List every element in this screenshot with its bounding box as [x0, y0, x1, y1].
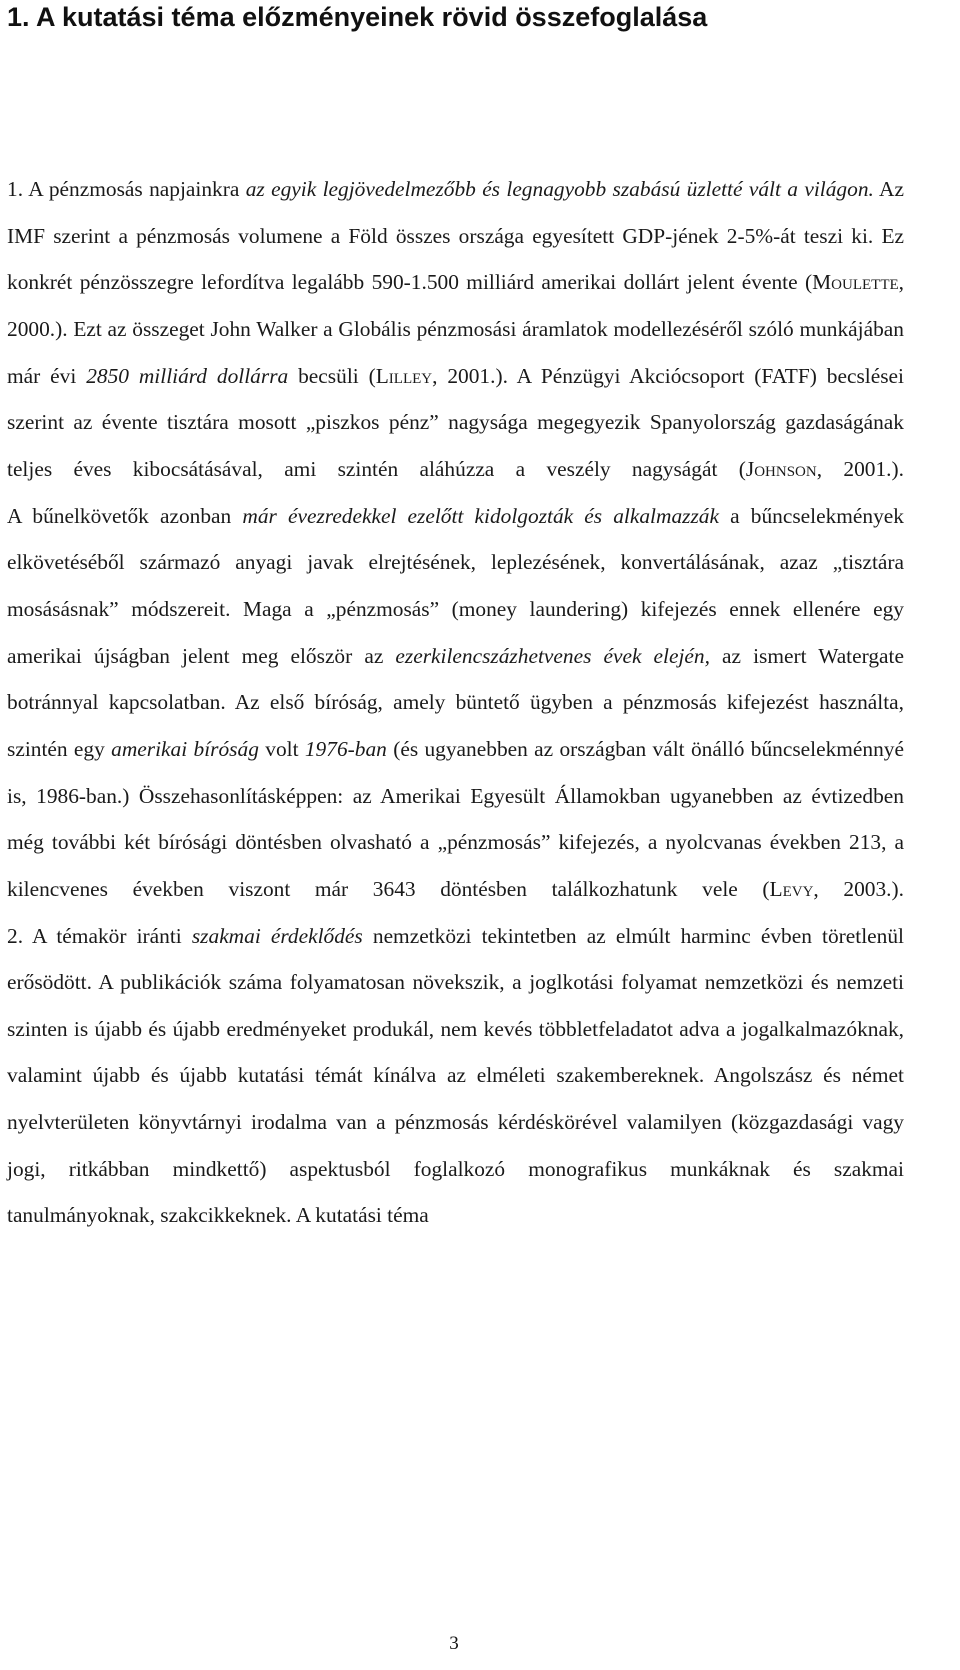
text-run: , 2001.). — [816, 456, 905, 481]
emphasis-text: amerikai bíróság — [111, 736, 259, 761]
text-run: 1. A pénzmosás napjainkra — [7, 177, 246, 201]
text-run: A bűnelkövetők azonban — [7, 503, 243, 528]
text-run: 2. A témakör iránti — [7, 923, 192, 948]
text-run: , 2001.). A Pénzügyi Akciócsoport (FATF) becslései szerint az évente tisztára mosott „piszkos pénz” nagysága megegyezik Spanyolország gazdaságának teljes éves kibocsátásával, ami szintén aláhúzza a veszély nagyságát ( — [7, 363, 904, 481]
author-citation: Moulette — [812, 270, 899, 295]
paragraph — [7, 913, 904, 1240]
emphasis-text: az egyik legjövedelmezőbb és legnagyobb szabású üzletté vált a világon. — [245, 177, 874, 201]
text-run: az ismert Watergate botránnyal kapcsolatban. Az első bíróság, amely büntető ügyben a pénzmosás kifejezést használta, szintén egy — [7, 643, 904, 761]
author-citation: Johnson — [745, 456, 817, 481]
author-citation: Lilley — [375, 363, 433, 388]
text-run: becsüli ( — [288, 363, 376, 388]
text-run: , 2003.). — [813, 876, 905, 901]
section-heading: 1. A kutatási téma előzményeinek rövid összefoglalása — [7, 2, 708, 32]
paragraph — [7, 493, 904, 913]
emphasis-text: 2850 milliárd dollárra — [86, 363, 289, 388]
emphasis-text: 1976-ban — [304, 736, 387, 761]
emphasis-text: ezerkilencszázhetvenes évek elején, — [395, 643, 710, 668]
page-number: 3 — [449, 1633, 459, 1654]
emphasis-text: szakmai érdeklődés — [191, 923, 363, 948]
paragraph — [7, 166, 904, 493]
text-run: Az IMF szerint a pénzmosás volumene a Föld összes országa egyesített GDP-jének 2-5%-át teszi ki. Ez konkrét pénzösszegre lefordítva legalább 590-1.500 milliárd amerikai dollárt jelent évente ( — [7, 177, 904, 295]
text-run: , 2000.). Ezt az összeget John Walker a Globális pénzmosási áramlatok modellezéséről szóló munkájában már évi — [7, 270, 904, 388]
text-run: nemzetközi tekintetben az elmúlt harminc évben töretlenül erősödött. A publikációk száma folyamatosan növekszik, a joglkotási folyamat nemzetközi és nemzeti szinten is újabb és újabb eredményeket produkál, nem kevés többletfeladatot adva a jogalkalmazóknak, valamint újabb és újabb kutatási témát kínálva az elméleti szakembereknek. Angolszász és német nyelvterületen könyvtárnyi irodalma van a pénzmosás kérdéskörével valamilyen (közgazdasági vagy jogi, ritkábban mindkettő) aspektusból foglalkozó monografikus munkáknak és szakmai tanulmányoknak, szakcikkeknek. A kutatási téma — [7, 923, 904, 1228]
emphasis-text: már évezredekkel ezelőtt kidolgozták és alkalmazzák — [242, 503, 719, 528]
author-citation: Levy — [769, 876, 814, 901]
text-run: a bűncselekmények elkövetéséből származó anyagi javak elrejtésének, leplezésének, konvertálásának, azaz „tisztára mosásásnak” módszereit. Maga a „pénzmosás” (money laundering) kifejezés ennek ellenére egy amerikai újságban jelent meg először az — [7, 503, 904, 668]
text-run: (és ugyanebben az országban vált önálló bűncselekménnyé is, 1986-ban.) Összehasonlításképpen: az Amerikai Egyesült Államokban ugyanebben az évtizedben még további két bírósági döntésben olvasható a „pénzmosás” kifejezés, a nyolcvanas években 213, a kilencvenes években viszont már 3643 döntésben találkozhatunk vele ( — [7, 736, 904, 901]
text-run: volt — [258, 736, 305, 761]
body-text — [7, 166, 904, 1239]
